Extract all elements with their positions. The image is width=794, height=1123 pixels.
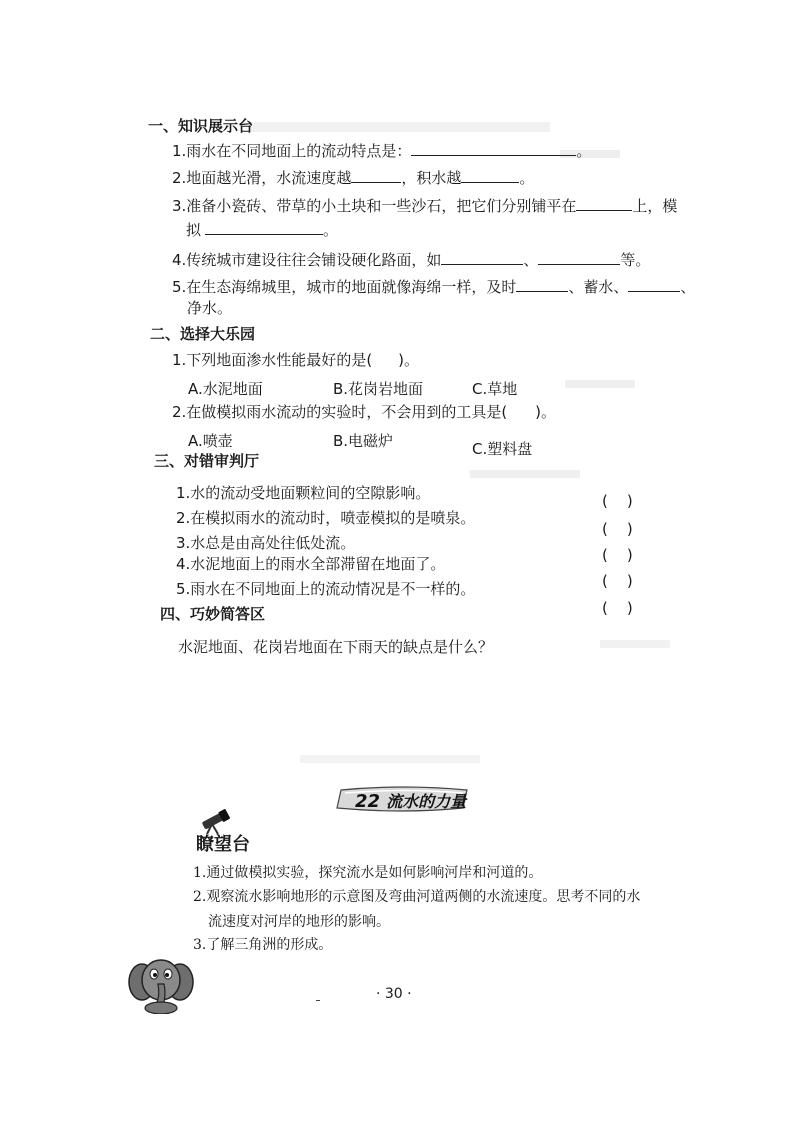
short-answer-area[interactable] xyxy=(178,665,638,755)
tf-answer-3[interactable]: ( ) xyxy=(602,546,633,564)
question-text: 3.准备小瓷砖、带草的小土块和一些沙石，把它们分别铺平在 xyxy=(172,197,577,215)
answer-blank[interactable] xyxy=(411,141,576,156)
tf-item-3: 3.水总是由高处往低处流。 xyxy=(176,534,356,552)
answer-blank[interactable] xyxy=(461,168,519,183)
page-number: · 30 · xyxy=(376,986,412,1002)
question-1-1 xyxy=(172,141,591,160)
lesson-title xyxy=(355,789,466,812)
punctuation: )。 xyxy=(398,351,420,369)
section-heading-knowledge: 一、知识展示台 xyxy=(148,117,254,135)
option-c[interactable]: C.塑料盘 xyxy=(472,440,533,458)
question-1-3 xyxy=(172,196,677,215)
lesson-number: 22 xyxy=(355,791,381,812)
answer-blank[interactable] xyxy=(628,277,680,292)
question-text: ，积水越 xyxy=(401,169,462,187)
short-answer-question: 水泥地面、花岗岩地面在下雨天的缺点是什么？ xyxy=(178,638,494,656)
lookout-item-1: 1.通过做模拟实验，探究流水是如何影响河岸和河道的。 xyxy=(193,865,543,881)
question-1-2 xyxy=(172,168,534,187)
answer-blank[interactable] xyxy=(351,168,401,183)
answer-blank[interactable] xyxy=(576,196,632,211)
section-heading-true-false: 三、对错审判厅 xyxy=(154,452,260,470)
punctuation: 、 xyxy=(523,251,539,269)
question-text: 1.雨水在不同地面上的流动特点是： xyxy=(172,142,412,160)
tf-answer-4[interactable]: ( ) xyxy=(602,572,633,590)
lookout-item-3: 3.了解三角洲的形成。 xyxy=(193,937,333,953)
tf-item-1: 1.水的流动受地面颗粒间的空隙影响。 xyxy=(176,484,431,502)
option-a[interactable]: A.水泥地面 xyxy=(188,380,263,398)
question-text: 2.地面越光滑，水流速度越 xyxy=(172,169,352,187)
option-c[interactable]: C.草地 xyxy=(472,380,518,398)
option-a[interactable]: A.喷壶 xyxy=(188,432,233,450)
question-text: 上，模 xyxy=(632,197,678,215)
question-2-2 xyxy=(172,403,556,421)
option-b[interactable]: B.电磁炉 xyxy=(333,432,394,450)
answer-blank[interactable] xyxy=(516,277,568,292)
question-text: 拟 xyxy=(186,221,202,239)
question-1-4 xyxy=(172,250,650,269)
punctuation: 。 xyxy=(323,221,339,239)
elephant-mascot-icon xyxy=(128,952,194,1014)
tf-item-2: 2.在模拟雨水的流动时，喷壶模拟的是喷泉。 xyxy=(176,509,476,527)
tf-answer-5[interactable]: ( ) xyxy=(602,599,633,617)
section-heading-short-answer: 四、巧妙简答区 xyxy=(160,605,266,623)
tf-item-5: 5.雨水在不同地面上的流动情况是不一样的。 xyxy=(176,580,476,598)
lookout-item-2-cont: 流速度对河岸的地形的影响。 xyxy=(208,914,390,930)
question-text: 4.传统城市建设往往会铺设硬化路面，如 xyxy=(172,251,442,269)
punctuation: 等。 xyxy=(620,251,651,269)
option-b[interactable]: B.花岗岩地面 xyxy=(333,380,424,398)
punctuation: 。 xyxy=(519,169,535,187)
question-1-5 xyxy=(172,277,695,296)
tf-answer-2[interactable]: ( ) xyxy=(602,520,633,538)
question-text: 、蓄水、 xyxy=(568,278,629,296)
punctuation: )。 xyxy=(535,403,557,421)
scan-mark xyxy=(316,1000,320,1001)
punctuation: 、 xyxy=(680,278,696,296)
lesson-title-text: 流水的力量 xyxy=(386,792,467,811)
question-1-5-cont: 净水。 xyxy=(187,299,233,317)
answer-blank[interactable] xyxy=(441,250,523,265)
tf-item-4: 4.水泥地面上的雨水全部滞留在地面了。 xyxy=(176,555,446,573)
question-2-1 xyxy=(172,351,419,369)
question-text: 1.下列地面渗水性能最好的是( xyxy=(172,351,373,369)
tf-answer-1[interactable]: ( ) xyxy=(602,492,633,510)
question-1-3-cont xyxy=(186,220,338,239)
lookout-item-2: 2.观察流水影响地形的示意图及弯曲河道两侧的水流速度。思考不同的水 xyxy=(193,889,641,905)
lookout-heading: 瞭望台 xyxy=(196,834,250,855)
section-heading-choice: 二、选择大乐园 xyxy=(150,325,256,343)
question-text: 2.在做模拟雨水流动的实验时，不会用到的工具是( xyxy=(172,403,508,421)
punctuation: 。 xyxy=(576,142,592,160)
answer-blank[interactable] xyxy=(538,250,620,265)
question-text: 5.在生态海绵城里，城市的地面就像海绵一样，及时 xyxy=(172,278,517,296)
answer-blank[interactable] xyxy=(205,220,323,235)
